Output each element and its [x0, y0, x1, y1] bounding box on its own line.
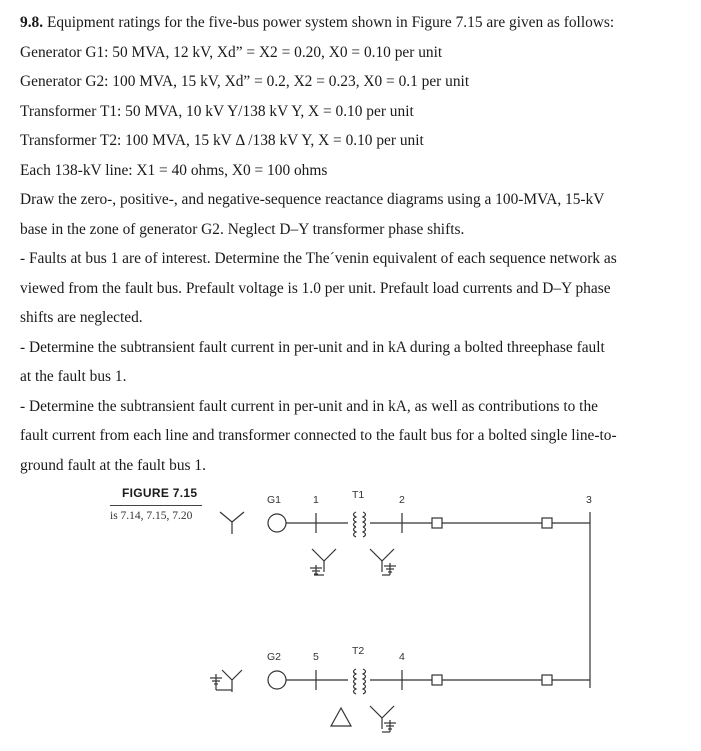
t2-secondary-wye-grounded-symbol: [370, 706, 396, 732]
problem-line-5: Each 138-kV line: X1 = 40 ohms, X0 = 100 ohms: [20, 161, 328, 179]
problem-line-14: fault current from each line and transformer connected to the fault bus for a bolted single line-to-: [20, 427, 617, 444]
t1-primary-wye-grounded-symbol: [310, 549, 336, 575]
problem-line-9: viewed from the fault bus. Prefault voltage is 1.0 per unit. Prefault load currents and D–Y phase: [20, 279, 611, 297]
figure-title: FIGURE 7.15: [122, 486, 198, 500]
t2-transformer-symbol: [354, 669, 366, 694]
problem-line-6: Draw the zero-, positive-, and negative-sequence reactance diagrams using a 100-MVA, 15-kV: [20, 191, 605, 208]
g2-wye-grounded-symbol: [210, 670, 242, 692]
problem-line-10: shifts are neglected.: [20, 309, 143, 326]
breaker-3b: [542, 675, 552, 685]
problem-line-0: 9.8. Equipment ratings for the five-bus power system shown in Figure 7.15 are given as follows:: [20, 14, 615, 31]
problem-line-13: - Determine the subtransient fault current in per-unit and in kA, as well as contributions to the: [20, 397, 598, 415]
label-g1: G1: [267, 494, 282, 506]
problem-line-8: - Faults at bus 1 are of interest. Determine the The´venin equivalent of each sequence network as: [20, 250, 617, 267]
t2-delta-symbol: [331, 708, 351, 726]
figure-refs: is 7.14, 7.15, 7.20: [110, 510, 193, 522]
problem-line-7: base in the zone of generator G2. Neglect D–Y transformer phase shifts.: [20, 220, 465, 238]
label-bus3: 3: [586, 494, 592, 506]
g1-wye-symbol: [220, 512, 244, 534]
breaker-4: [432, 675, 442, 685]
g2-generator-symbol: [268, 671, 286, 689]
breaker-2: [432, 518, 442, 528]
problem-line-2: Generator G2: 100 MVA, 15 kV, Xd” = 0.2, X2 = 0.23, X0 = 0.1 per unit: [20, 73, 470, 90]
label-t2: T2: [352, 645, 365, 657]
breaker-3a: [542, 518, 552, 528]
g1-generator-symbol: [268, 514, 286, 532]
problem-number: 9.8.: [20, 14, 44, 31]
label-bus2: 2: [399, 494, 405, 506]
t1-transformer-symbol: [354, 512, 366, 537]
problem-line-3: Transformer T1: 50 MVA, 10 kV Y/138 kV Y, X = 0.10 per unit: [20, 102, 414, 120]
t1-secondary-wye-grounded-symbol: [370, 549, 396, 575]
problem-line-1: Generator G1: 50 MVA, 12 kV, Xd” = X2 = 0.20, X0 = 0.10 per unit: [20, 43, 443, 61]
label-bus4: 4: [399, 651, 405, 663]
problem-line-15: ground fault at the fault bus 1.: [20, 456, 206, 474]
label-g2: G2: [267, 651, 282, 663]
problem-line-12: at the fault bus 1.: [20, 368, 127, 385]
label-bus5: 5: [313, 651, 319, 663]
problem-line-11: - Determine the subtransient fault current in per-unit and in kA during a bolted threephase fault: [20, 338, 605, 356]
label-bus1: 1: [313, 494, 319, 506]
problem-line-4: Transformer T2: 100 MVA, 15 kV Δ /138 kV Y, X = 0.10 per unit: [20, 132, 424, 149]
label-t1: T1: [352, 489, 365, 501]
